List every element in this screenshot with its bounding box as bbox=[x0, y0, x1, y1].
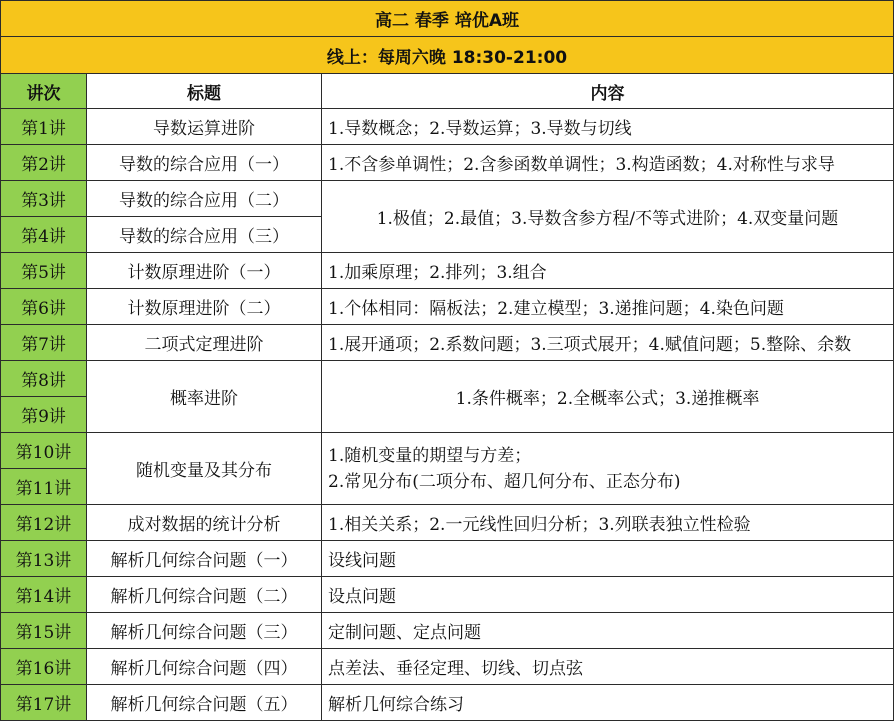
lecture-number: 第15讲 bbox=[1, 613, 87, 649]
lecture-content: 1.加乘原理；2.排列；3.组合 bbox=[322, 253, 894, 289]
table-row bbox=[1, 181, 894, 217]
header-content: 内容 bbox=[322, 74, 894, 109]
table-row bbox=[1, 289, 894, 325]
table-row bbox=[1, 253, 894, 289]
class-title: 高二 春季 培优A班 bbox=[1, 1, 894, 37]
header-title: 标题 bbox=[87, 74, 322, 109]
lecture-number: 第2讲 bbox=[1, 145, 87, 181]
lecture-title-merged: 概率进阶 bbox=[87, 361, 322, 433]
table-row bbox=[1, 577, 894, 613]
lecture-title: 解析几何综合问题（五） bbox=[87, 685, 322, 721]
lecture-content: 定制问题、定点问题 bbox=[322, 613, 894, 649]
table-row bbox=[1, 361, 894, 397]
content-line: 1.随机变量的期望与方差； bbox=[328, 445, 532, 466]
table-row bbox=[1, 505, 894, 541]
schedule-time: 线上：每周六晚 18:30-21:00 bbox=[1, 37, 894, 74]
table-row bbox=[1, 325, 894, 361]
table-row bbox=[1, 613, 894, 649]
lecture-content-merged: 1.条件概率；2.全概率公式；3.递推概率 bbox=[322, 361, 894, 433]
lecture-title-merged: 随机变量及其分布 bbox=[87, 433, 322, 505]
lecture-number: 第1讲 bbox=[1, 109, 87, 145]
lecture-title: 计数原理进阶（一） bbox=[87, 253, 322, 289]
lecture-content: 1.个体相同：隔板法；2.建立模型；3.递推问题；4.染色问题 bbox=[322, 289, 894, 325]
table-row bbox=[1, 433, 894, 469]
lecture-number: 第13讲 bbox=[1, 541, 87, 577]
lecture-number: 第4讲 bbox=[1, 217, 87, 253]
lecture-number: 第5讲 bbox=[1, 253, 87, 289]
lecture-title: 解析几何综合问题（四） bbox=[87, 649, 322, 685]
table-row bbox=[1, 145, 894, 181]
lecture-title: 导数的综合应用（一） bbox=[87, 145, 322, 181]
lecture-number: 第17讲 bbox=[1, 685, 87, 721]
lecture-content: 1.不含参单调性；2.含参函数单调性；3.构造函数；4.对称性与求导 bbox=[322, 145, 894, 181]
lecture-number: 第14讲 bbox=[1, 577, 87, 613]
lecture-content-merged: 1.极值；2.最值；3.导数含参方程/不等式进阶；4.双变量问题 bbox=[322, 181, 894, 253]
lecture-content-merged bbox=[322, 433, 894, 505]
lecture-title: 解析几何综合问题（一） bbox=[87, 541, 322, 577]
lecture-number: 第6讲 bbox=[1, 289, 87, 325]
lecture-number: 第7讲 bbox=[1, 325, 87, 361]
lecture-title: 解析几何综合问题（二） bbox=[87, 577, 322, 613]
lecture-number: 第11讲 bbox=[1, 469, 87, 505]
lecture-number: 第10讲 bbox=[1, 433, 87, 469]
header-lecture: 讲次 bbox=[1, 74, 87, 109]
lecture-title: 计数原理进阶（二） bbox=[87, 289, 322, 325]
lecture-title: 导数的综合应用（二） bbox=[87, 181, 322, 217]
lecture-title: 成对数据的统计分析 bbox=[87, 505, 322, 541]
table-row bbox=[1, 649, 894, 685]
lecture-content: 设线问题 bbox=[322, 541, 894, 577]
lecture-content: 1.相关关系；2.一元线性回归分析；3.列联表独立性检验 bbox=[322, 505, 894, 541]
table-row bbox=[1, 109, 894, 145]
lecture-title: 导数的综合应用（三） bbox=[87, 217, 322, 253]
lecture-content: 点差法、垂径定理、切线、切点弦 bbox=[322, 649, 894, 685]
lecture-number: 第12讲 bbox=[1, 505, 87, 541]
lecture-content: 设点问题 bbox=[322, 577, 894, 613]
lecture-number: 第9讲 bbox=[1, 397, 87, 433]
lecture-title: 解析几何综合问题（三） bbox=[87, 613, 322, 649]
lecture-number: 第8讲 bbox=[1, 361, 87, 397]
lecture-number: 第16讲 bbox=[1, 649, 87, 685]
lecture-content: 1.展开通项；2.系数问题；3.三项式展开；4.赋值问题；5.整除、余数 bbox=[322, 325, 894, 361]
lecture-content: 1.导数概念；2.导数运算；3.导数与切线 bbox=[322, 109, 894, 145]
lecture-title: 导数运算进阶 bbox=[87, 109, 322, 145]
table-row bbox=[1, 541, 894, 577]
lecture-number: 第3讲 bbox=[1, 181, 87, 217]
lecture-content: 解析几何综合练习 bbox=[322, 685, 894, 721]
lecture-title: 二项式定理进阶 bbox=[87, 325, 322, 361]
content-line: 2.常见分布(二项分布、超几何分布、正态分布) bbox=[328, 471, 681, 492]
table-row bbox=[1, 685, 894, 721]
